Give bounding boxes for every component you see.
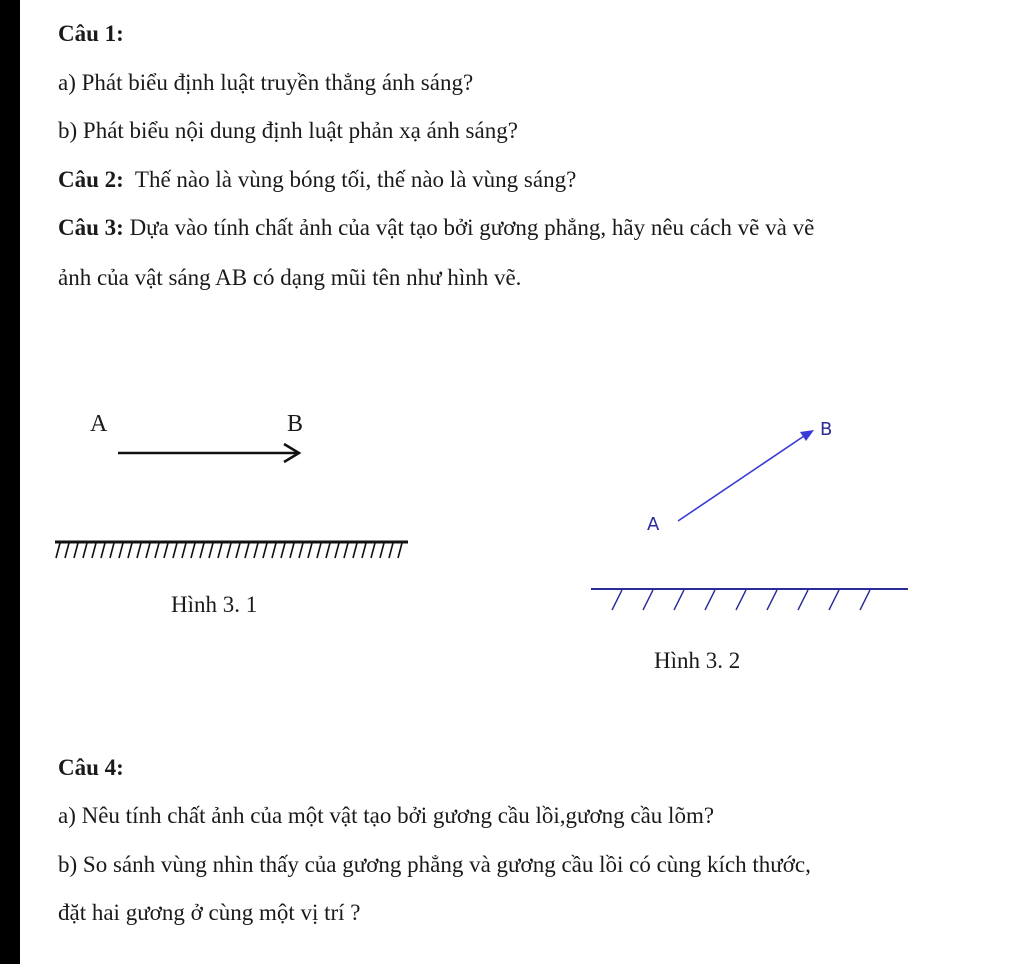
- hatch-mark: [353, 543, 357, 558]
- question-1a: a) Phát biểu định luật truyền thẳng ánh sáng?: [58, 70, 474, 95]
- hatch-mark: [317, 543, 321, 558]
- hatch-mark: [92, 543, 96, 558]
- hatch-mark: [736, 590, 746, 610]
- figure2-caption: Hình 3. 2: [654, 648, 741, 673]
- hatch-mark: [860, 590, 870, 610]
- hatch-mark: [371, 543, 375, 558]
- hatch-mark: [164, 543, 168, 558]
- hatch-mark: [290, 543, 294, 558]
- hatch-mark: [299, 543, 303, 558]
- hatch-mark: [155, 543, 159, 558]
- hatch-mark: [380, 543, 384, 558]
- question-1-heading: Câu 1:: [58, 21, 124, 46]
- question-4b-line2: đặt hai gương ở cùng một vị trí ?: [58, 900, 361, 925]
- hatch-mark: [173, 543, 177, 558]
- hatch-mark: [209, 543, 213, 558]
- hatch-mark: [227, 543, 231, 558]
- hatch-mark: [182, 543, 186, 558]
- hatch-mark: [65, 543, 69, 558]
- hatch-mark: [218, 543, 222, 558]
- hatch-mark: [612, 590, 622, 610]
- hatch-mark: [674, 590, 684, 610]
- hatch-mark: [254, 543, 258, 558]
- hatch-mark: [798, 590, 808, 610]
- question-1b: b) Phát biểu nội dung định luật phản xạ ánh sáng?: [58, 118, 518, 143]
- figure2-point-a: A: [647, 514, 660, 535]
- hatch-mark: [137, 543, 141, 558]
- hatch-mark: [200, 543, 204, 558]
- hatch-mark: [263, 543, 267, 558]
- hatch-mark: [281, 543, 285, 558]
- hatch-mark: [326, 543, 330, 558]
- hatch-mark: [110, 543, 114, 558]
- hatch-mark: [308, 543, 312, 558]
- hatch-mark: [101, 543, 105, 558]
- hatch-mark: [236, 543, 240, 558]
- hatch-mark: [83, 543, 87, 558]
- hatch-mark: [245, 543, 249, 558]
- hatch-mark: [398, 543, 402, 558]
- hatch-mark: [767, 590, 777, 610]
- question-4a: a) Nêu tính chất ảnh của một vật tạo bởi gương cầu lồi,gương cầu lõm?: [58, 803, 715, 828]
- hatch-mark: [705, 590, 715, 610]
- hatch-mark: [829, 590, 839, 610]
- figure2-arrow: [678, 430, 814, 521]
- hatch-mark: [643, 590, 653, 610]
- question-3-label: Câu 3:: [58, 215, 124, 240]
- question-2-label: Câu 2:: [58, 167, 124, 192]
- worksheet-page: [20, 0, 1024, 964]
- hatch-mark: [128, 543, 132, 558]
- question-4b-line1: b) So sánh vùng nhìn thấy của gương phẳng và gương cầu lồi có cùng kích thước,: [58, 852, 811, 877]
- hatch-mark: [56, 543, 60, 558]
- figure2-point-b: B: [820, 419, 833, 440]
- hatch-mark: [362, 543, 366, 558]
- hatch-mark: [335, 543, 339, 558]
- question-3-text-line2: ảnh của vật sáng AB có dạng mũi tên như hình vẽ.: [58, 265, 522, 290]
- hatch-mark: [344, 543, 348, 558]
- question-4-heading: Câu 4:: [58, 755, 124, 780]
- hatch-mark: [74, 543, 78, 558]
- figure1-arrow: [118, 444, 299, 462]
- figure2-mirror-hatching: [612, 590, 870, 610]
- hatch-mark: [272, 543, 276, 558]
- hatch-mark: [146, 543, 150, 558]
- figure1-point-b: B: [287, 411, 304, 437]
- question-2-text: Thế nào là vùng bóng tối, thế nào là vùng sáng?: [134, 167, 577, 192]
- hatch-mark: [119, 543, 123, 558]
- hatch-mark: [389, 543, 393, 558]
- figure1-caption: Hình 3. 1: [171, 592, 258, 617]
- question-3-text-line1: Dựa vào tính chất ảnh của vật tạo bởi gương phẳng, hãy nêu cách vẽ và vẽ: [129, 215, 815, 240]
- figure1-mirror-hatching: [56, 543, 402, 558]
- figure1-point-a: A: [90, 411, 108, 437]
- hatch-mark: [191, 543, 195, 558]
